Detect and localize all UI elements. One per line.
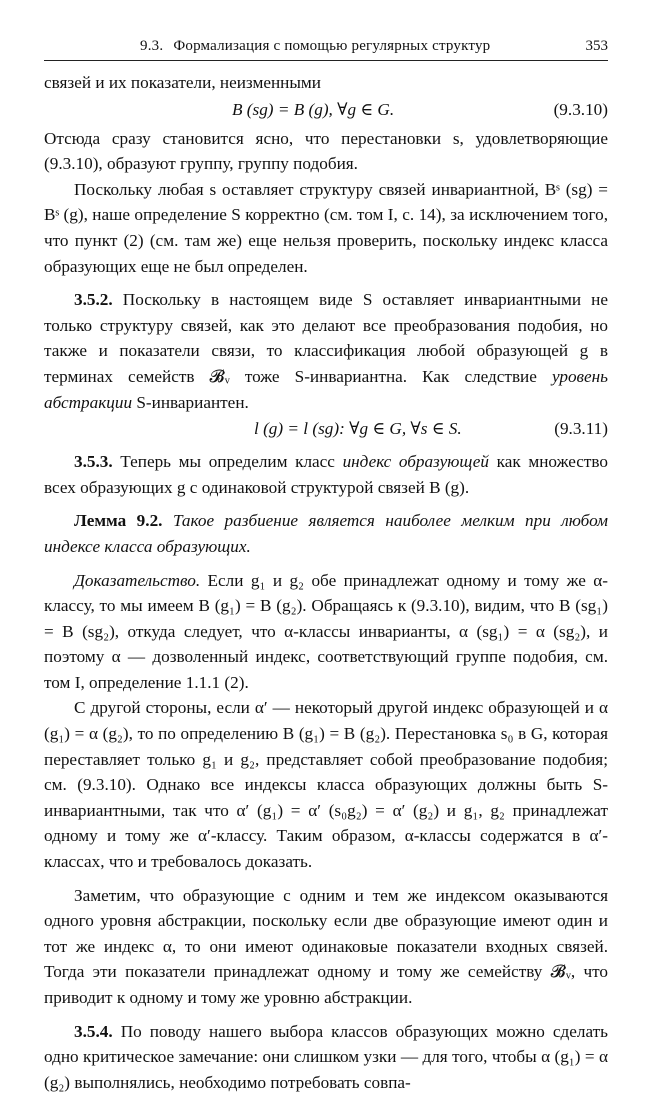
section-text-end: S-инвариантен. bbox=[132, 392, 249, 412]
proof bbox=[44, 568, 608, 696]
equation-body: B (sg) = B (g), ∀g ∈ G. bbox=[232, 99, 395, 119]
main-text bbox=[44, 70, 608, 1095]
equation-number: (9.3.11) bbox=[554, 419, 608, 439]
section-number: 3.5.4. bbox=[74, 1021, 113, 1041]
equation-9-3-10 bbox=[44, 96, 608, 126]
header-title: Формализация с помощью регулярных структур bbox=[173, 38, 491, 54]
emphasis-term: уровень абстракции bbox=[44, 366, 608, 412]
section-3-5-2 bbox=[44, 287, 608, 415]
header-section-number: 9.3. bbox=[140, 38, 164, 54]
header-section bbox=[140, 38, 490, 55]
proof-text: Если g₁ и g₂ обе принадлежат одному и тому же α-классу, то мы имеем B (g₁) = B (g₂). Обращаясь к (9.3.10), видим, что B (sg₁) = B (sg₂), откуда следует, что α-классы инварианты, α (sg₁) = α (sg₂), и поэтому α — дозволенный индекс, соответствующий группе подобия, см. том I, определение 1.1.1 (2). bbox=[44, 570, 608, 692]
section-number: 3.5.3. bbox=[74, 452, 113, 472]
paragraph-other-index: С другой стороны, если α′ — некоторый другой индекс образующей и α (g₁) = α (g₂), то по определению B (g₁) = B (g₂). Перестановка s₀ в G, которая переставляет только g₁ и g₂, представляет собой преобразование подобия; см. (9.3.10). Однако все индексы класса образующих должны быть S-инвариантными, так что α′ (g₁) = α′ (s₀g₂) = α′ (g₂) и g₁, g₂ принадлежат одному и тому же α′-классу. Таким образом, α-классы содержатся в α′-классах, что и требовалось доказать. bbox=[44, 698, 608, 872]
section-text: Теперь мы определим класс bbox=[112, 452, 343, 472]
section-text: Поскольку в настоящем виде S оставляет инвариантными не только структуру связей, как это делают все преобразования подобия, но также и показатели связи, то классификация любой образующей g в терминах семейств 𝓑ᵥ тоже S-инвариантна. Как следствие bbox=[44, 290, 608, 386]
section-3-5-4 bbox=[44, 1019, 608, 1095]
lemma-statement: Такое разбиение является наиболее мелким при любом индексе класса образующих. bbox=[44, 511, 608, 556]
paragraph-definition-correct: Поскольку любая s оставляет структуру связей инвариантной, Bˢ (sg) = Bˢ (g), наше определение S корректно (см. том I, с. 14), за исключением того, что пункт (2) (см. там же) еще нельзя проверить, поскольку индекс класса образующих еще не был определен. bbox=[44, 179, 608, 276]
emphasis-term: индекс образующей bbox=[342, 452, 490, 472]
equation-number: (9.3.10) bbox=[553, 99, 608, 119]
proof-label: Доказательство. bbox=[74, 570, 201, 590]
running-header bbox=[44, 38, 608, 61]
section-number: 3.5.2. bbox=[74, 290, 113, 310]
section-text-end: как множество всех образующих g с одинаковой структурой связей B (g). bbox=[44, 452, 609, 497]
lemma-9-2 bbox=[44, 508, 608, 559]
page-number: 353 bbox=[585, 38, 608, 54]
section-3-5-3 bbox=[44, 449, 608, 500]
equation-9-3-11 bbox=[44, 415, 608, 445]
section-text: По поводу нашего выбора классов образующих можно сделать одно критическое замечание: они слишком узки — для того, чтобы α (g₁) = α (g₂) выполнялись, необходимо потребовать совпа- bbox=[44, 1021, 608, 1092]
paragraph-similarity-group: Отсюда сразу становится ясно, что перестановки s, удовлетворяющие (9.3.10), образуют группу, группу подобия. bbox=[44, 128, 608, 174]
lemma-label: Лемма 9.2. bbox=[74, 511, 163, 531]
paragraph-note: Заметим, что образующие с одним и тем же индексом оказываются одного уровня абстракции, поскольку если две образующие имеют один и тот же индекс α, то они имеют одинаковые показатели входных связей. Тогда эти показатели принадлежат одному и тому же семейству 𝓑ᵥ, что приводит к одному и тому же уровню абстракции. bbox=[44, 885, 608, 1007]
equation-body: l (g) = l (sg): ∀g ∈ G, ∀s ∈ S. bbox=[254, 419, 462, 439]
paragraph-continued: связей и их показатели, неизменными bbox=[44, 73, 322, 92]
